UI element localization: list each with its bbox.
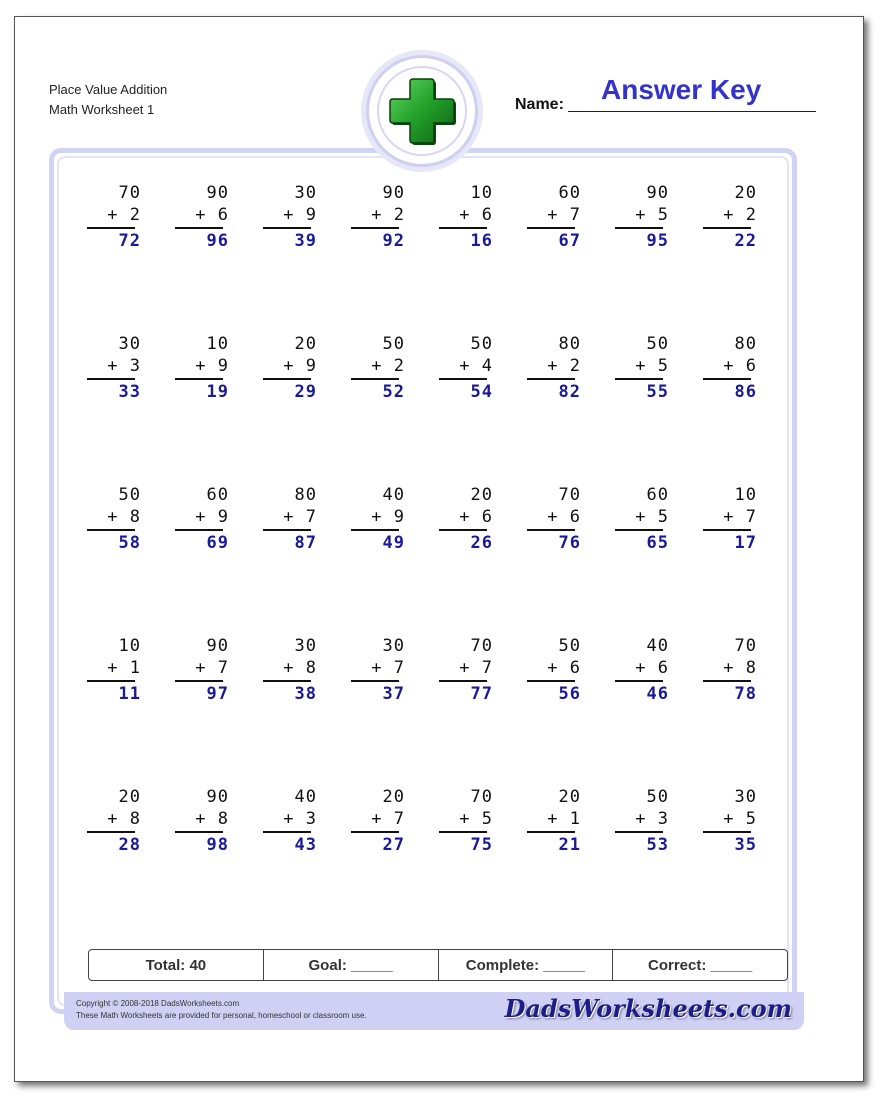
worksheet-subtitle: Math Worksheet 1 bbox=[49, 102, 155, 117]
addition-problem bbox=[155, 175, 243, 326]
problem-addend: + 6 bbox=[547, 658, 581, 678]
problem-addend: + 2 bbox=[107, 205, 141, 225]
problem-answer: 26 bbox=[470, 533, 493, 553]
problem-answer: 72 bbox=[118, 231, 141, 251]
sum-line bbox=[527, 831, 575, 833]
problem-top-number: 50 bbox=[646, 334, 669, 354]
problem-top-number: 90 bbox=[646, 183, 669, 203]
addition-problem bbox=[155, 779, 243, 930]
correct-field: Correct: _____ bbox=[648, 956, 753, 974]
problem-addend: + 7 bbox=[723, 507, 757, 527]
sum-line bbox=[615, 831, 663, 833]
addition-problem bbox=[67, 175, 155, 326]
problem-top-number: 20 bbox=[470, 485, 493, 505]
problem-answer: 69 bbox=[206, 533, 229, 553]
addition-problem bbox=[419, 779, 507, 930]
problem-answer: 29 bbox=[294, 382, 317, 402]
addition-problem bbox=[507, 477, 595, 628]
problem-top-number: 20 bbox=[558, 787, 581, 807]
problem-answer: 76 bbox=[558, 533, 581, 553]
addition-problem bbox=[67, 326, 155, 477]
sum-line bbox=[263, 378, 311, 380]
sum-line bbox=[703, 680, 751, 682]
problem-answer: 22 bbox=[734, 231, 757, 251]
addition-problem bbox=[419, 628, 507, 779]
addition-problem bbox=[595, 175, 683, 326]
problem-answer: 97 bbox=[206, 684, 229, 704]
sum-line bbox=[263, 680, 311, 682]
problem-answer: 35 bbox=[734, 835, 757, 855]
problem-top-number: 10 bbox=[734, 485, 757, 505]
problem-answer: 75 bbox=[470, 835, 493, 855]
sum-line bbox=[615, 680, 663, 682]
problem-addend: + 7 bbox=[459, 658, 493, 678]
problem-answer: 38 bbox=[294, 684, 317, 704]
problem-top-number: 20 bbox=[382, 787, 405, 807]
sum-line bbox=[175, 378, 223, 380]
problem-addend: + 1 bbox=[547, 809, 581, 829]
addition-problem bbox=[683, 477, 771, 628]
problem-addend: + 8 bbox=[723, 658, 757, 678]
addition-problem bbox=[595, 628, 683, 779]
sum-line bbox=[87, 529, 135, 531]
problem-addend: + 2 bbox=[723, 205, 757, 225]
totals-bar bbox=[88, 949, 788, 981]
problem-addend: + 8 bbox=[107, 809, 141, 829]
problem-addend: + 6 bbox=[723, 356, 757, 376]
problem-top-number: 70 bbox=[558, 485, 581, 505]
problem-answer: 92 bbox=[382, 231, 405, 251]
problem-addend: + 6 bbox=[195, 205, 229, 225]
problem-addend: + 5 bbox=[635, 507, 669, 527]
problem-answer: 95 bbox=[646, 231, 669, 251]
sum-line bbox=[351, 529, 399, 531]
usage-notice: These Math Worksheets are provided for personal, homeschool or classroom use. bbox=[76, 1011, 367, 1020]
addition-problem bbox=[243, 477, 331, 628]
problem-answer: 96 bbox=[206, 231, 229, 251]
problem-addend: + 8 bbox=[283, 658, 317, 678]
problem-addend: + 9 bbox=[283, 356, 317, 376]
goal-field: Goal: _____ bbox=[264, 950, 439, 980]
problem-addend: + 5 bbox=[635, 205, 669, 225]
sum-line bbox=[527, 227, 575, 229]
addition-problem bbox=[243, 326, 331, 477]
problem-top-number: 50 bbox=[118, 485, 141, 505]
sum-line bbox=[615, 529, 663, 531]
problem-top-number: 30 bbox=[294, 183, 317, 203]
addition-problem bbox=[155, 326, 243, 477]
problem-addend: + 6 bbox=[459, 507, 493, 527]
problem-answer: 16 bbox=[470, 231, 493, 251]
problem-answer: 58 bbox=[118, 533, 141, 553]
problem-addend: + 5 bbox=[635, 356, 669, 376]
problem-top-number: 40 bbox=[382, 485, 405, 505]
problem-addend: + 4 bbox=[459, 356, 493, 376]
problem-top-number: 30 bbox=[294, 636, 317, 656]
addition-problem bbox=[683, 628, 771, 779]
emblem bbox=[366, 55, 478, 167]
problem-top-number: 50 bbox=[558, 636, 581, 656]
problem-addend: + 8 bbox=[107, 507, 141, 527]
addition-problem bbox=[595, 779, 683, 930]
problem-top-number: 20 bbox=[734, 183, 757, 203]
problem-answer: 46 bbox=[646, 684, 669, 704]
problem-addend: + 6 bbox=[635, 658, 669, 678]
problem-addend: + 2 bbox=[547, 356, 581, 376]
problem-addend: + 2 bbox=[371, 356, 405, 376]
sum-line bbox=[703, 831, 751, 833]
addition-problem bbox=[243, 175, 331, 326]
sum-line bbox=[439, 529, 487, 531]
problem-answer: 56 bbox=[558, 684, 581, 704]
problem-answer: 49 bbox=[382, 533, 405, 553]
problem-top-number: 90 bbox=[206, 183, 229, 203]
problem-row bbox=[67, 477, 787, 628]
addition-problem bbox=[331, 175, 419, 326]
footer-text bbox=[76, 998, 367, 1022]
problem-addend: + 7 bbox=[371, 809, 405, 829]
problem-answer: 11 bbox=[118, 684, 141, 704]
worksheet-title-block bbox=[49, 80, 167, 120]
addition-problem bbox=[683, 779, 771, 930]
addition-problem bbox=[507, 175, 595, 326]
addition-problem bbox=[155, 477, 243, 628]
problem-top-number: 30 bbox=[118, 334, 141, 354]
problem-top-number: 70 bbox=[470, 636, 493, 656]
worksheet-title: Place Value Addition bbox=[49, 82, 168, 97]
problem-row bbox=[67, 175, 787, 326]
name-line bbox=[568, 111, 816, 112]
sum-line bbox=[527, 529, 575, 531]
addition-problem bbox=[155, 628, 243, 779]
problem-addend: + 1 bbox=[107, 658, 141, 678]
problem-answer: 82 bbox=[558, 382, 581, 402]
brand-logo: DadsWorksheets.com bbox=[504, 994, 792, 1023]
sum-line bbox=[175, 227, 223, 229]
problem-answer: 33 bbox=[118, 382, 141, 402]
addition-problem bbox=[419, 477, 507, 628]
problem-row bbox=[67, 628, 787, 779]
problem-addend: + 8 bbox=[195, 809, 229, 829]
problem-answer: 54 bbox=[470, 382, 493, 402]
name-label: Name: bbox=[515, 96, 564, 113]
footer bbox=[64, 992, 804, 1030]
sum-line bbox=[615, 378, 663, 380]
sum-line bbox=[351, 831, 399, 833]
problem-answer: 28 bbox=[118, 835, 141, 855]
problem-top-number: 60 bbox=[646, 485, 669, 505]
problem-top-number: 40 bbox=[646, 636, 669, 656]
problem-top-number: 50 bbox=[646, 787, 669, 807]
problem-top-number: 60 bbox=[206, 485, 229, 505]
problem-answer: 65 bbox=[646, 533, 669, 553]
problem-top-number: 90 bbox=[206, 636, 229, 656]
sum-line bbox=[439, 227, 487, 229]
problem-answer: 43 bbox=[294, 835, 317, 855]
problem-top-number: 20 bbox=[294, 334, 317, 354]
sum-line bbox=[351, 227, 399, 229]
problem-addend: + 9 bbox=[371, 507, 405, 527]
problem-addend: + 3 bbox=[635, 809, 669, 829]
problem-addend: + 9 bbox=[195, 356, 229, 376]
problem-top-number: 30 bbox=[734, 787, 757, 807]
problem-addend: + 5 bbox=[723, 809, 757, 829]
sum-line bbox=[527, 378, 575, 380]
sum-line bbox=[703, 227, 751, 229]
problem-answer: 19 bbox=[206, 382, 229, 402]
problem-top-number: 90 bbox=[382, 183, 405, 203]
problem-answer: 39 bbox=[294, 231, 317, 251]
sum-line bbox=[263, 227, 311, 229]
sum-line bbox=[439, 831, 487, 833]
problem-addend: + 5 bbox=[459, 809, 493, 829]
sum-line bbox=[439, 378, 487, 380]
problem-addend: + 7 bbox=[547, 205, 581, 225]
problem-addend: + 6 bbox=[547, 507, 581, 527]
problem-row bbox=[67, 779, 787, 930]
problem-answer: 67 bbox=[558, 231, 581, 251]
problem-addend: + 7 bbox=[195, 658, 229, 678]
problem-top-number: 10 bbox=[206, 334, 229, 354]
problem-top-number: 10 bbox=[470, 183, 493, 203]
problem-answer: 87 bbox=[294, 533, 317, 553]
addition-problem bbox=[331, 628, 419, 779]
sum-line bbox=[175, 680, 223, 682]
plus-icon bbox=[384, 73, 460, 149]
problem-addend: + 6 bbox=[459, 205, 493, 225]
problem-answer: 17 bbox=[734, 533, 757, 553]
problem-answer: 37 bbox=[382, 684, 405, 704]
problem-top-number: 40 bbox=[294, 787, 317, 807]
problem-top-number: 50 bbox=[470, 334, 493, 354]
total-count: Total: 40 bbox=[89, 950, 264, 980]
addition-problem bbox=[507, 326, 595, 477]
problem-top-number: 90 bbox=[206, 787, 229, 807]
sum-line bbox=[87, 378, 135, 380]
problem-answer: 27 bbox=[382, 835, 405, 855]
sum-line bbox=[615, 227, 663, 229]
problem-addend: + 3 bbox=[283, 809, 317, 829]
complete-field: Complete: _____ bbox=[439, 950, 614, 980]
sum-line bbox=[87, 680, 135, 682]
addition-problem bbox=[683, 326, 771, 477]
problem-answer: 53 bbox=[646, 835, 669, 855]
problem-addend: + 9 bbox=[195, 507, 229, 527]
problem-answer: 77 bbox=[470, 684, 493, 704]
sum-line bbox=[175, 831, 223, 833]
problem-top-number: 70 bbox=[470, 787, 493, 807]
sum-line bbox=[351, 680, 399, 682]
problem-answer: 21 bbox=[558, 835, 581, 855]
emblem-inner-ring bbox=[377, 66, 467, 156]
addition-problem bbox=[243, 628, 331, 779]
sum-line bbox=[263, 831, 311, 833]
addition-problem bbox=[419, 175, 507, 326]
addition-problem bbox=[595, 477, 683, 628]
problem-top-number: 80 bbox=[558, 334, 581, 354]
addition-problem bbox=[67, 477, 155, 628]
sum-line bbox=[87, 227, 135, 229]
sum-line bbox=[175, 529, 223, 531]
addition-problem bbox=[507, 779, 595, 930]
problem-top-number: 20 bbox=[118, 787, 141, 807]
addition-problem bbox=[507, 628, 595, 779]
sum-line bbox=[263, 529, 311, 531]
problem-addend: + 7 bbox=[371, 658, 405, 678]
addition-problem bbox=[419, 326, 507, 477]
problem-row bbox=[67, 326, 787, 477]
problems-grid bbox=[67, 175, 787, 930]
sum-line bbox=[703, 529, 751, 531]
answer-key-label: Answer Key bbox=[601, 74, 762, 105]
addition-problem bbox=[67, 628, 155, 779]
problem-top-number: 70 bbox=[118, 183, 141, 203]
problem-top-number: 60 bbox=[558, 183, 581, 203]
problem-answer: 52 bbox=[382, 382, 405, 402]
addition-problem bbox=[683, 175, 771, 326]
problem-top-number: 80 bbox=[294, 485, 317, 505]
problem-answer: 78 bbox=[734, 684, 757, 704]
problem-answer: 55 bbox=[646, 382, 669, 402]
addition-problem bbox=[331, 477, 419, 628]
sum-line bbox=[439, 680, 487, 682]
sum-line bbox=[351, 378, 399, 380]
sum-line bbox=[87, 831, 135, 833]
problem-addend: + 9 bbox=[283, 205, 317, 225]
problem-top-number: 70 bbox=[734, 636, 757, 656]
problem-answer: 86 bbox=[734, 382, 757, 402]
problem-top-number: 80 bbox=[734, 334, 757, 354]
problem-addend: + 3 bbox=[107, 356, 141, 376]
addition-problem bbox=[331, 779, 419, 930]
addition-problem bbox=[595, 326, 683, 477]
copyright-text: Copyright © 2008-2018 DadsWorksheets.com bbox=[76, 999, 240, 1008]
sum-line bbox=[703, 378, 751, 380]
problem-top-number: 10 bbox=[118, 636, 141, 656]
addition-problem bbox=[243, 779, 331, 930]
problem-top-number: 30 bbox=[382, 636, 405, 656]
problem-answer: 98 bbox=[206, 835, 229, 855]
problem-top-number: 50 bbox=[382, 334, 405, 354]
problem-addend: + 7 bbox=[283, 507, 317, 527]
addition-problem bbox=[67, 779, 155, 930]
sum-line bbox=[527, 680, 575, 682]
problem-addend: + 2 bbox=[371, 205, 405, 225]
addition-problem bbox=[331, 326, 419, 477]
